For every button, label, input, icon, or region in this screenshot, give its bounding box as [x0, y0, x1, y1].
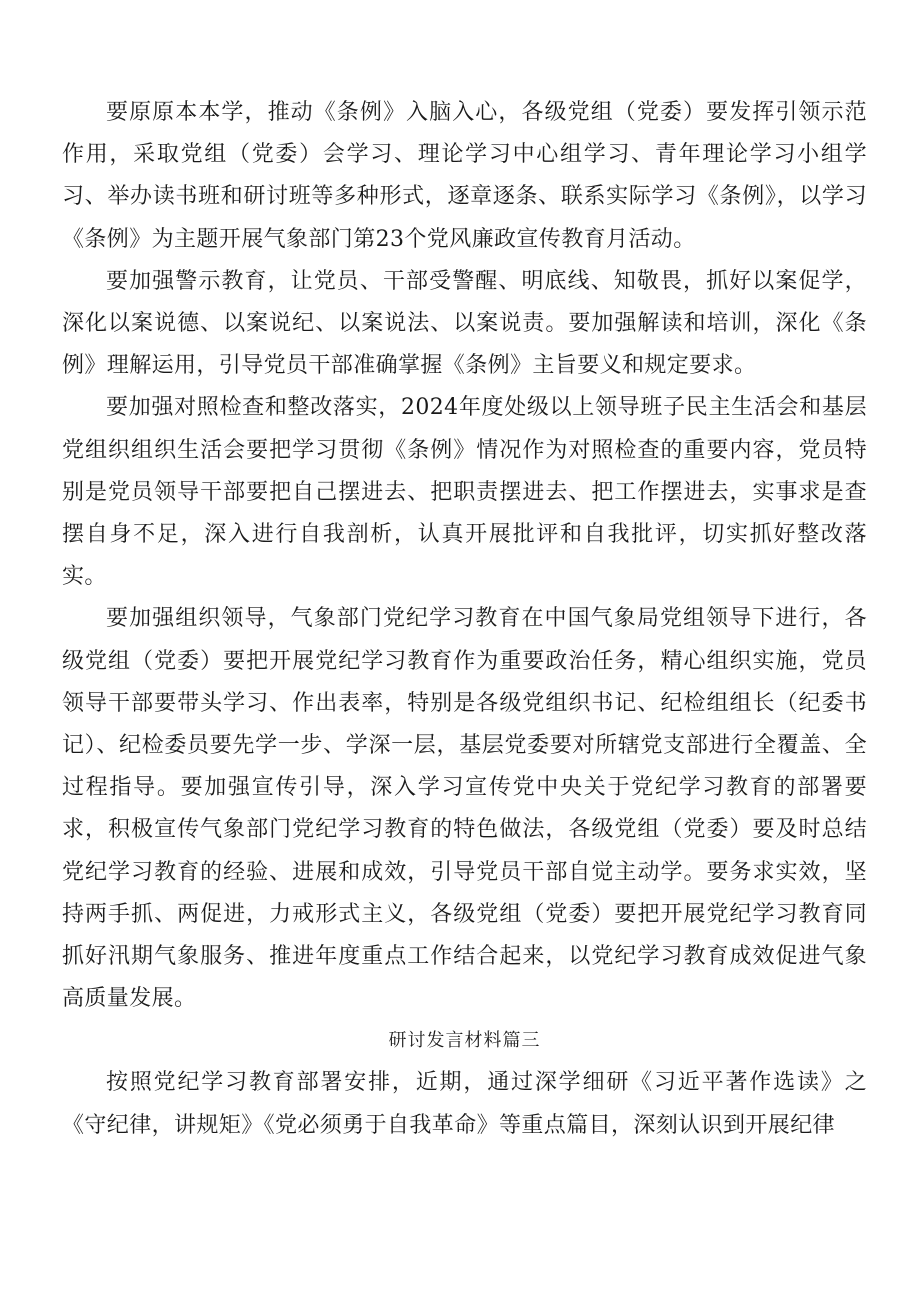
paragraph-warning-education: 要加强警示教育，让党员、干部受警醒、明底线、知敬畏，抓好以案促学，深化以案说德、以案说纪、以案说法、以案说责。要加强解读和培训，深化《条例》理解运用，引导党员干部准确掌握《条例》主旨要义和规定要求。 — [62, 268, 867, 379]
paragraph-organization-leadership: 要加强组织领导，气象部门党纪学习教育在中国气象局党组领导下进行，各级党组（党委）要把开展党纪学习教育作为重要政治任务，精心组织实施，党员领导干部要带头学习、作出表率，特别是各级党组织书记、纪检组组长（纪委书记）、纪检委员要先学一步、学深一层，基层党委要对所辖党支部进行全覆盖、全过程指导。要加强宣传引导，深入学习宣传党中央关于党纪学习教育的部署要求，积极宣传气象部门党纪学习教育的特色做法，各级党组（党委）要及时总结党纪学习教育的经验、进展和成效，引导党员干部自觉主动学。要务求实效，坚持两手抓、两促进，力戒形式主义，各级党组（党委）要把开展党纪学习教育同抓好汛期气象服务、推进年度重点工作结合起来，以党纪学习教育成效促进气象高质量发展。 — [62, 606, 867, 1012]
paragraph-closing: 按照党纪学习教育部署安排，近期，通过深学细研《习近平著作选读》之《守纪律，讲规矩》《党必须勇于自我革命》等重点篇目，深刻认识到开展纪律 — [62, 1070, 867, 1138]
document-body — [62, 92, 867, 1147]
paragraph-inspection-rectification: 要加强对照检查和整改落实，2024年度处级以上领导班子民主生活会和基层党组织组织生活会要把学习贯彻《条例》情况作为对照检查的重要内容，党员特别是党员领导干部要把自己摆进去、把职责摆进去、把工作摆进去，实事求是查摆自身不足，深入进行自我剖析，认真开展批评和自我批评，切实抓好整改落实。 — [62, 395, 867, 590]
paragraph-study-regulations: 要原原本本学，推动《条例》入脑入心，各级党组（党委）要发挥引领示范作用，采取党组（党委）会学习、理论学习中心组学习、青年理论学习小组学习、举办读书班和研讨班等多种形式，逐章逐条、联系实际学习《条例》，以学习《条例》为主题开展气象部门第23个党风廉政宣传教育月活动。 — [62, 100, 867, 252]
section-heading: 研讨发言材料篇三 — [388, 1030, 541, 1052]
